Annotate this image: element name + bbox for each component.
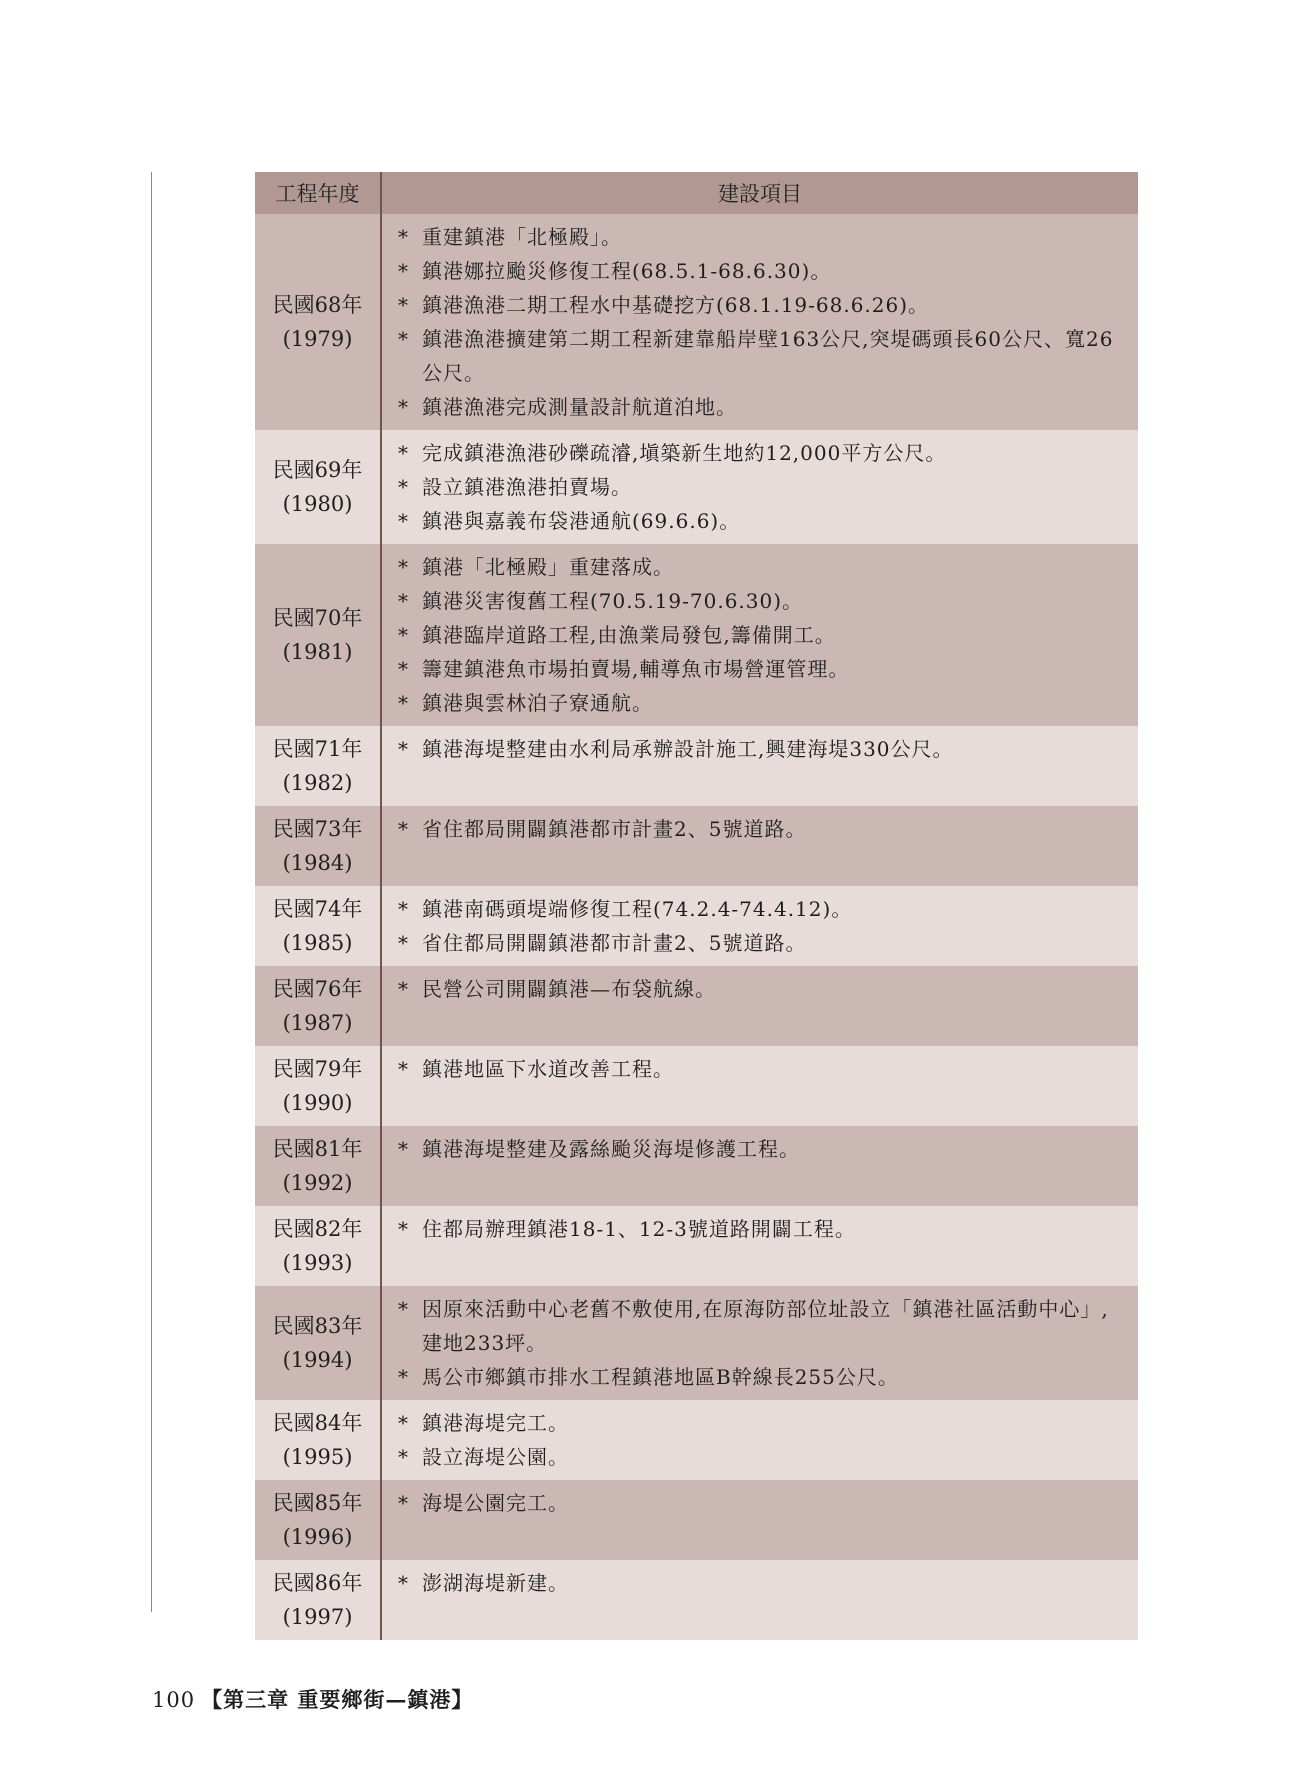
project-item xyxy=(398,1406,1126,1440)
project-item xyxy=(398,1440,1126,1474)
project-item xyxy=(398,254,1126,288)
roc-year: 民國84年 xyxy=(272,1411,363,1435)
roc-year: 民國71年 xyxy=(272,737,363,761)
asterisk-bullet-icon: * xyxy=(398,225,409,249)
table-row xyxy=(255,886,1138,966)
asterisk-bullet-icon: * xyxy=(398,1297,409,1321)
page-number: 100 xyxy=(152,1688,196,1712)
project-item xyxy=(398,504,1126,538)
project-item xyxy=(398,1360,1126,1394)
asterisk-bullet-icon: * xyxy=(398,1217,409,1241)
table-row xyxy=(255,806,1138,886)
ad-year: (1984) xyxy=(282,851,353,875)
project-item xyxy=(398,1132,1126,1166)
ad-year: (1996) xyxy=(282,1525,353,1549)
asterisk-bullet-icon: * xyxy=(398,691,409,715)
project-item xyxy=(398,1052,1126,1086)
roc-year: 民國83年 xyxy=(272,1314,363,1338)
asterisk-bullet-icon: * xyxy=(398,555,409,579)
project-text: 鎮港臨岸道路工程,由漁業局發包,籌備開工。 xyxy=(422,623,836,647)
year-cell xyxy=(255,214,381,430)
items-cell xyxy=(381,966,1138,1046)
project-text: 住都局辦理鎮港18-1、12-3號道路開闢工程。 xyxy=(422,1217,856,1241)
chapter-title: 【第三章 重要鄉街—鎮港】 xyxy=(201,1687,474,1712)
project-text: 鎮港「北極殿」重建落成。 xyxy=(422,555,674,579)
items-cell xyxy=(381,1560,1138,1640)
items-cell xyxy=(381,1126,1138,1206)
roc-year: 民國79年 xyxy=(272,1057,363,1081)
project-text: 鎮港災害復舊工程(70.5.19-70.6.30)。 xyxy=(422,589,804,613)
ad-year: (1993) xyxy=(282,1251,353,1275)
project-text: 海堤公園完工。 xyxy=(422,1491,569,1515)
project-text: 鎮港地區下水道改善工程。 xyxy=(422,1057,674,1081)
year-cell xyxy=(255,1480,381,1560)
table-row xyxy=(255,726,1138,806)
roc-year: 民國85年 xyxy=(272,1491,363,1515)
asterisk-bullet-icon: * xyxy=(398,1057,409,1081)
items-cell xyxy=(381,214,1138,430)
asterisk-bullet-icon: * xyxy=(398,1491,409,1515)
table-row xyxy=(255,430,1138,544)
project-list xyxy=(398,1566,1126,1600)
project-text: 因原來活動中心老舊不敷使用,在原海防部位址設立「鎮港社區活動中心」,建地233坪。 xyxy=(422,1297,1109,1355)
project-text: 鎮港海堤整建由水利局承辦設計施工,興建海堤330公尺。 xyxy=(422,737,954,761)
year-cell xyxy=(255,1206,381,1286)
asterisk-bullet-icon: * xyxy=(398,977,409,1001)
table-row xyxy=(255,1560,1138,1640)
project-item xyxy=(398,1486,1126,1520)
project-text: 鎮港與嘉義布袋港通航(69.6.6)。 xyxy=(422,509,741,533)
construction-table-container xyxy=(255,172,1138,1640)
project-item xyxy=(398,972,1126,1006)
project-item xyxy=(398,1566,1126,1600)
asterisk-bullet-icon: * xyxy=(398,1571,409,1595)
year-cell xyxy=(255,1046,381,1126)
project-text: 省住都局開闢鎮港都市計畫2、5號道路。 xyxy=(422,817,807,841)
project-text: 完成鎮港漁港砂礫疏濬,塡築新生地約12,000平方公尺。 xyxy=(422,441,947,465)
project-list xyxy=(398,436,1126,538)
year-cell xyxy=(255,1560,381,1640)
table-header-row xyxy=(255,172,1138,214)
asterisk-bullet-icon: * xyxy=(398,1445,409,1469)
year-cell xyxy=(255,886,381,966)
table-row xyxy=(255,1400,1138,1480)
table-row xyxy=(255,214,1138,430)
project-text: 設立鎮港漁港拍賣場。 xyxy=(422,475,632,499)
year-cell xyxy=(255,1126,381,1206)
ad-year: (1997) xyxy=(282,1605,353,1629)
year-cell xyxy=(255,544,381,726)
asterisk-bullet-icon: * xyxy=(398,623,409,647)
roc-year: 民國81年 xyxy=(272,1137,363,1161)
margin-rule xyxy=(151,172,152,1612)
ad-year: (1990) xyxy=(282,1091,353,1115)
table-body xyxy=(255,214,1138,1640)
project-text: 設立海堤公園。 xyxy=(422,1445,569,1469)
page-footer xyxy=(152,1684,473,1714)
project-list xyxy=(398,892,1126,960)
items-cell xyxy=(381,886,1138,966)
table-row xyxy=(255,1206,1138,1286)
ad-year: (1982) xyxy=(282,771,353,795)
project-list xyxy=(398,550,1126,720)
roc-year: 民國82年 xyxy=(272,1217,363,1241)
table-row xyxy=(255,966,1138,1046)
asterisk-bullet-icon: * xyxy=(398,1411,409,1435)
asterisk-bullet-icon: * xyxy=(398,931,409,955)
items-cell xyxy=(381,1400,1138,1480)
asterisk-bullet-icon: * xyxy=(398,475,409,499)
roc-year: 民國76年 xyxy=(272,977,363,1001)
roc-year: 民國68年 xyxy=(272,293,363,317)
year-cell xyxy=(255,726,381,806)
items-cell xyxy=(381,726,1138,806)
project-text: 鎮港漁港完成測量設計航道泊地。 xyxy=(422,395,737,419)
project-list xyxy=(398,1052,1126,1086)
asterisk-bullet-icon: * xyxy=(398,817,409,841)
project-list xyxy=(398,812,1126,846)
items-cell xyxy=(381,1206,1138,1286)
items-cell xyxy=(381,1480,1138,1560)
project-item xyxy=(398,220,1126,254)
project-text: 鎮港南碼頭堤端修復工程(74.2.4-74.4.12)。 xyxy=(422,897,853,921)
asterisk-bullet-icon: * xyxy=(398,657,409,681)
project-list xyxy=(398,972,1126,1006)
items-cell xyxy=(381,544,1138,726)
header-year: 工程年度 xyxy=(255,172,381,214)
asterisk-bullet-icon: * xyxy=(398,327,409,351)
project-text: 籌建鎮港魚市場拍賣場,輔導魚市場營運管理。 xyxy=(422,657,850,681)
project-item xyxy=(398,322,1126,390)
project-text: 鎮港娜拉颱災修復工程(68.5.1-68.6.30)。 xyxy=(422,259,832,283)
ad-year: (1979) xyxy=(282,327,353,351)
project-list xyxy=(398,1132,1126,1166)
year-cell xyxy=(255,966,381,1046)
asterisk-bullet-icon: * xyxy=(398,441,409,465)
asterisk-bullet-icon: * xyxy=(398,259,409,283)
project-text: 鎮港與雲林泊子寮通航。 xyxy=(422,691,653,715)
project-item xyxy=(398,812,1126,846)
items-cell xyxy=(381,1286,1138,1400)
project-list xyxy=(398,1212,1126,1246)
table-row xyxy=(255,1046,1138,1126)
roc-year: 民國74年 xyxy=(272,897,363,921)
project-text: 鎮港漁港擴建第二期工程新建靠船岸壁163公尺,突堤碼頭長60公尺、寬26公尺。 xyxy=(422,327,1114,385)
year-cell xyxy=(255,1400,381,1480)
ad-year: (1995) xyxy=(282,1445,353,1469)
project-item xyxy=(398,892,1126,926)
project-item xyxy=(398,1212,1126,1246)
asterisk-bullet-icon: * xyxy=(398,897,409,921)
asterisk-bullet-icon: * xyxy=(398,509,409,533)
project-text: 鎮港漁港二期工程水中基礎挖方(68.1.19-68.6.26)。 xyxy=(422,293,930,317)
project-item xyxy=(398,686,1126,720)
project-text: 澎湖海堤新建。 xyxy=(422,1571,569,1595)
ad-year: (1980) xyxy=(282,492,353,516)
project-item xyxy=(398,618,1126,652)
project-item xyxy=(398,390,1126,424)
project-list xyxy=(398,1406,1126,1474)
project-item xyxy=(398,550,1126,584)
roc-year: 民國73年 xyxy=(272,817,363,841)
project-item xyxy=(398,652,1126,686)
asterisk-bullet-icon: * xyxy=(398,1137,409,1161)
project-item xyxy=(398,732,1126,766)
asterisk-bullet-icon: * xyxy=(398,589,409,613)
header-items: 建設項目 xyxy=(381,172,1138,214)
roc-year: 民國69年 xyxy=(272,458,363,482)
project-list xyxy=(398,1292,1126,1394)
project-text: 重建鎮港「北極殿」。 xyxy=(422,225,622,249)
project-item xyxy=(398,926,1126,960)
project-item xyxy=(398,470,1126,504)
table-row xyxy=(255,544,1138,726)
project-item xyxy=(398,288,1126,322)
roc-year: 民國86年 xyxy=(272,1571,363,1595)
items-cell xyxy=(381,806,1138,886)
asterisk-bullet-icon: * xyxy=(398,737,409,761)
project-text: 省住都局開闢鎮港都市計畫2、5號道路。 xyxy=(422,931,807,955)
project-item xyxy=(398,584,1126,618)
ad-year: (1994) xyxy=(282,1348,353,1372)
asterisk-bullet-icon: * xyxy=(398,293,409,317)
project-list xyxy=(398,732,1126,766)
project-list xyxy=(398,1486,1126,1520)
project-text: 鎮港海堤整建及露絲颱災海堤修護工程。 xyxy=(422,1137,800,1161)
project-text: 民營公司開闢鎮港—布袋航線。 xyxy=(422,977,716,1001)
roc-year: 民國70年 xyxy=(272,606,363,630)
asterisk-bullet-icon: * xyxy=(398,1365,409,1389)
project-text: 馬公市鄉鎮市排水工程鎮港地區B幹線長255公尺。 xyxy=(422,1365,899,1389)
project-text: 鎮港海堤完工。 xyxy=(422,1411,569,1435)
items-cell xyxy=(381,1046,1138,1126)
table-row xyxy=(255,1126,1138,1206)
project-list xyxy=(398,220,1126,424)
ad-year: (1987) xyxy=(282,1011,353,1035)
project-item xyxy=(398,436,1126,470)
asterisk-bullet-icon: * xyxy=(398,395,409,419)
project-item xyxy=(398,1292,1126,1360)
construction-table xyxy=(255,172,1138,1640)
table-row xyxy=(255,1480,1138,1560)
ad-year: (1981) xyxy=(282,640,353,664)
year-cell xyxy=(255,430,381,544)
ad-year: (1985) xyxy=(282,931,353,955)
table-row xyxy=(255,1286,1138,1400)
items-cell xyxy=(381,430,1138,544)
year-cell xyxy=(255,1286,381,1400)
year-cell xyxy=(255,806,381,886)
ad-year: (1992) xyxy=(282,1171,353,1195)
